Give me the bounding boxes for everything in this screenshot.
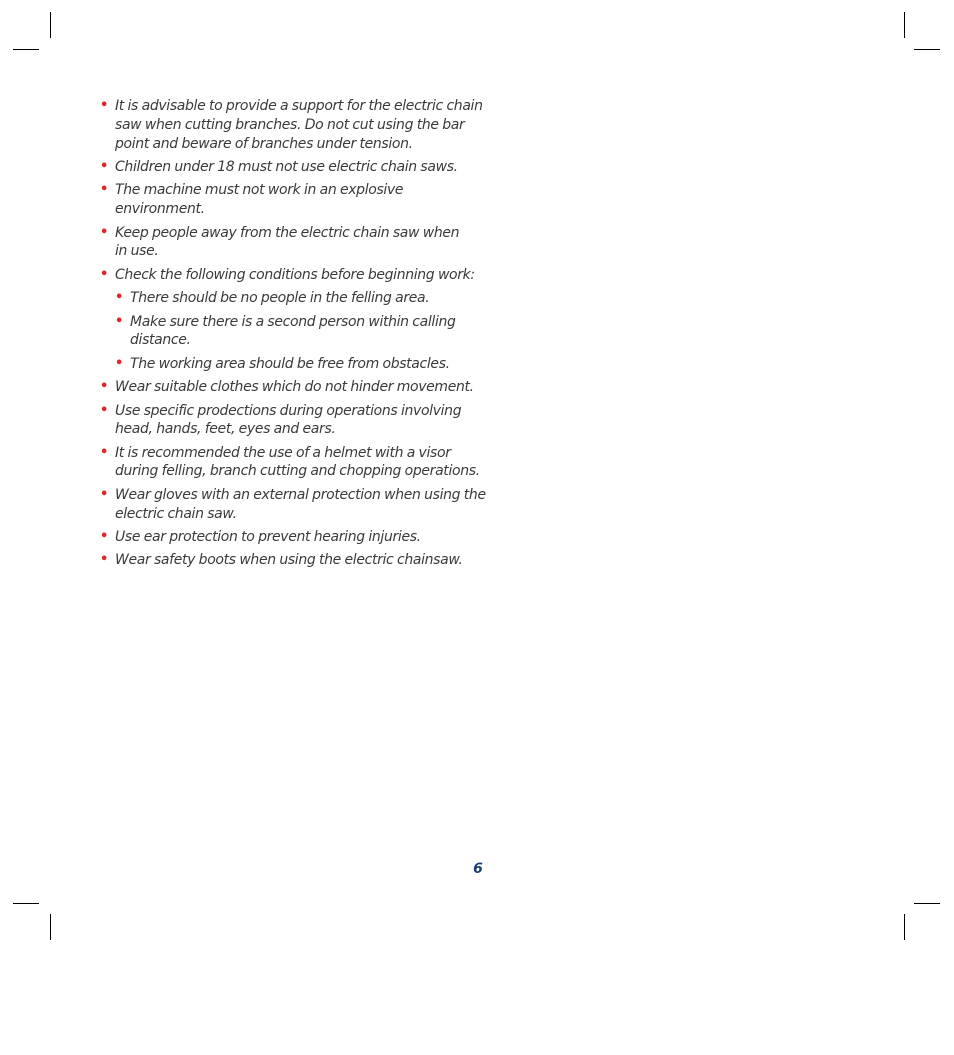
crop-mark-top-right-vertical xyxy=(904,12,905,38)
bullet-icon: • xyxy=(100,444,108,460)
list-item xyxy=(100,528,480,547)
list-item-text-line: Wear safety boots when using the electric chainsaw. xyxy=(115,552,463,569)
bullet-icon: • xyxy=(100,379,108,395)
list-item xyxy=(100,158,480,177)
crop-mark-top-left-horizontal xyxy=(13,49,39,50)
bullet-icon: • xyxy=(100,486,108,502)
list-item-text-line: Make sure there is a second person within calling xyxy=(130,313,456,330)
list-item xyxy=(100,444,480,482)
sub-list-item xyxy=(100,289,480,308)
list-item-text-line: electric chain saw. xyxy=(115,505,237,522)
list-item-text-line: Wear gloves with an external protection when using the xyxy=(115,486,486,503)
list-item-text-line: The machine must not work in an explosive xyxy=(115,182,404,199)
crop-mark-bottom-right-horizontal xyxy=(914,903,940,904)
list-item-text-line: during felling, branch cutting and chopping operations. xyxy=(115,463,480,480)
bullet-icon: • xyxy=(115,290,123,306)
list-item xyxy=(100,486,486,524)
bullet-icon: • xyxy=(115,313,123,329)
list-item-text-line: Use ear protection to prevent hearing injuries. xyxy=(115,529,421,546)
list-item xyxy=(100,181,480,219)
sub-list-item xyxy=(100,313,480,351)
bullet-icon: • xyxy=(115,355,123,371)
list-item-text-line: There should be no people in the felling area. xyxy=(130,290,430,307)
bullet-icon: • xyxy=(100,98,108,113)
page-number: 6 xyxy=(473,861,483,877)
bullet-icon: • xyxy=(100,402,108,418)
bullet-icon: • xyxy=(100,224,108,240)
list-item-text-line: head, hands, feet, eyes and ears. xyxy=(115,421,336,438)
list-item-text-line: It is advisable to provide a support for the electric chain xyxy=(115,98,483,114)
list-item xyxy=(100,378,480,397)
bullet-icon: • xyxy=(100,529,108,545)
list-item-text-line: saw when cutting branches. Do not cut using the bar xyxy=(115,116,465,133)
crop-mark-bottom-left-vertical xyxy=(50,914,51,940)
sub-list-item xyxy=(100,355,480,374)
bullet-icon: • xyxy=(100,158,108,174)
bullet-icon: • xyxy=(100,182,108,198)
crop-mark-bottom-right-vertical xyxy=(904,914,905,940)
list-item-text-line: Use specific prodections during operations involving xyxy=(115,402,462,419)
list-item-text-line: Wear suitable clothes which do not hinder movement. xyxy=(115,379,474,396)
list-item-text-line: point and beware of branches under tension. xyxy=(115,135,413,152)
crop-mark-bottom-left-horizontal xyxy=(13,903,39,904)
list-item xyxy=(100,551,480,570)
list-item xyxy=(100,402,480,440)
list-item-text-line: The working area should be free from obstacles. xyxy=(130,355,450,372)
list-item xyxy=(100,224,480,262)
bullet-icon: • xyxy=(100,266,108,282)
list-item-text-line: distance. xyxy=(130,332,191,349)
list-item xyxy=(100,97,483,153)
list-item-text-line: in use. xyxy=(115,243,159,260)
list-item-text-line: It is recommended the use of a helmet with a visor xyxy=(115,444,451,461)
list-item-text-line: Check the following conditions before beginning work: xyxy=(115,266,475,283)
list-item-text-line: Keep people away from the electric chain saw when xyxy=(115,224,460,241)
list-item xyxy=(100,266,480,285)
list-item-text-line: Children under 18 must not use electric chain saws. xyxy=(115,158,458,175)
crop-mark-top-right-horizontal xyxy=(914,49,940,50)
crop-mark-top-left-vertical xyxy=(50,12,51,38)
safety-instructions-list xyxy=(100,97,486,575)
bullet-icon: • xyxy=(100,552,108,568)
list-item-text-line: environment. xyxy=(115,201,205,218)
